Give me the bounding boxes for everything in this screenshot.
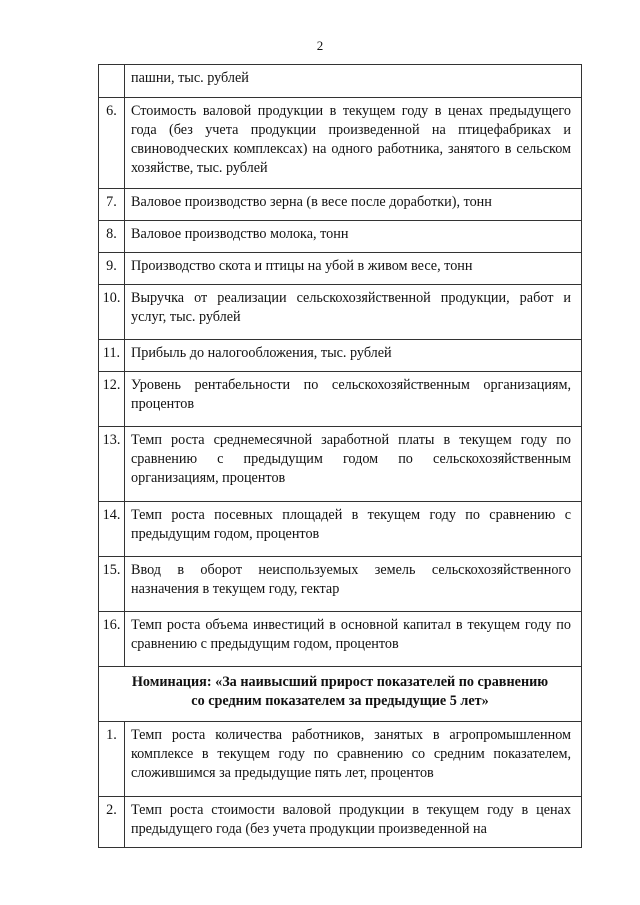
row-number: 9. bbox=[99, 253, 125, 285]
row-text: Валовое производство зерна (в весе после доработки), тонн bbox=[125, 189, 582, 221]
row-text: Ввод в оборот неиспользуемых земель сельскохозяйственного назначения в текущем году, гектар bbox=[125, 557, 582, 612]
nomination-title-line: со средним показателем за предыдущие 5 лет» bbox=[191, 693, 489, 709]
row-number: 11. bbox=[99, 340, 125, 372]
indicators-table bbox=[98, 64, 582, 848]
row-number: 15. bbox=[99, 557, 125, 612]
row-text: пашни, тыс. рублей bbox=[125, 65, 582, 98]
table-row bbox=[99, 189, 582, 221]
row-number: 16. bbox=[99, 612, 125, 667]
row-number: 6. bbox=[99, 98, 125, 189]
row-text: Темп роста среднемесячной заработной платы в текущем году по сравнению с предыдущим годом по сельскохозяйственным организациям, процентов bbox=[125, 427, 582, 502]
row-text: Производство скота и птицы на убой в живом весе, тонн bbox=[125, 253, 582, 285]
table-row bbox=[99, 253, 582, 285]
row-text: Выручка от реализации сельскохозяйственной продукции, работ и услуг, тыс. рублей bbox=[125, 285, 582, 340]
table-row bbox=[99, 340, 582, 372]
table-row bbox=[99, 557, 582, 612]
row-text: Темп роста посевных площадей в текущем году по сравнению с предыдущим годом, процентов bbox=[125, 502, 582, 557]
nomination-title-line: Номинация: «За наивысший прирост показателей по сравнению bbox=[131, 674, 549, 690]
row-text: Темп роста стоимости валовой продукции в текущем году в ценах предыдущего года (без учета продукции произведенной на bbox=[125, 797, 582, 848]
row-number: 13. bbox=[99, 427, 125, 502]
row-number: 2. bbox=[99, 797, 125, 848]
row-number: 1. bbox=[99, 722, 125, 797]
table-row bbox=[99, 285, 582, 340]
row-number: 10. bbox=[99, 285, 125, 340]
row-text: Прибыль до налогообложения, тыс. рублей bbox=[125, 340, 582, 372]
row-number: 14. bbox=[99, 502, 125, 557]
row-text: Валовое производство молока, тонн bbox=[125, 221, 582, 253]
row-text: Стоимость валовой продукции в текущем году в ценах предыдущего года (без учета продукции произведенной на птицефабриках и свиноводческих комплексах) на одного работника, занятого в сельском хозяйстве, тыс. рублей bbox=[125, 98, 582, 189]
table-row bbox=[99, 612, 582, 667]
table-row bbox=[99, 797, 582, 848]
page-number: 2 bbox=[316, 38, 324, 53]
row-number: 8. bbox=[99, 221, 125, 253]
row-text: Темп роста объема инвестиций в основной капитал в текущем году по сравнению с предыдущим годом, процентов bbox=[125, 612, 582, 667]
row-number bbox=[99, 65, 125, 98]
table-row bbox=[99, 372, 582, 427]
table-row bbox=[99, 98, 582, 189]
table-row bbox=[99, 502, 582, 557]
table-row bbox=[99, 427, 582, 502]
nomination-title bbox=[99, 667, 582, 722]
row-number: 12. bbox=[99, 372, 125, 427]
row-text: Уровень рентабельности по сельскохозяйственным организациям, процентов bbox=[125, 372, 582, 427]
nomination-header-row bbox=[99, 667, 582, 722]
table-row bbox=[99, 221, 582, 253]
table-row bbox=[99, 65, 582, 98]
row-number: 7. bbox=[99, 189, 125, 221]
table-row bbox=[99, 722, 582, 797]
row-text: Темп роста количества работников, занятых в агропромышленном комплексе в текущем году по сравнению со средним показателем, сложившимся за предыдущие пять лет, процентов bbox=[125, 722, 582, 797]
